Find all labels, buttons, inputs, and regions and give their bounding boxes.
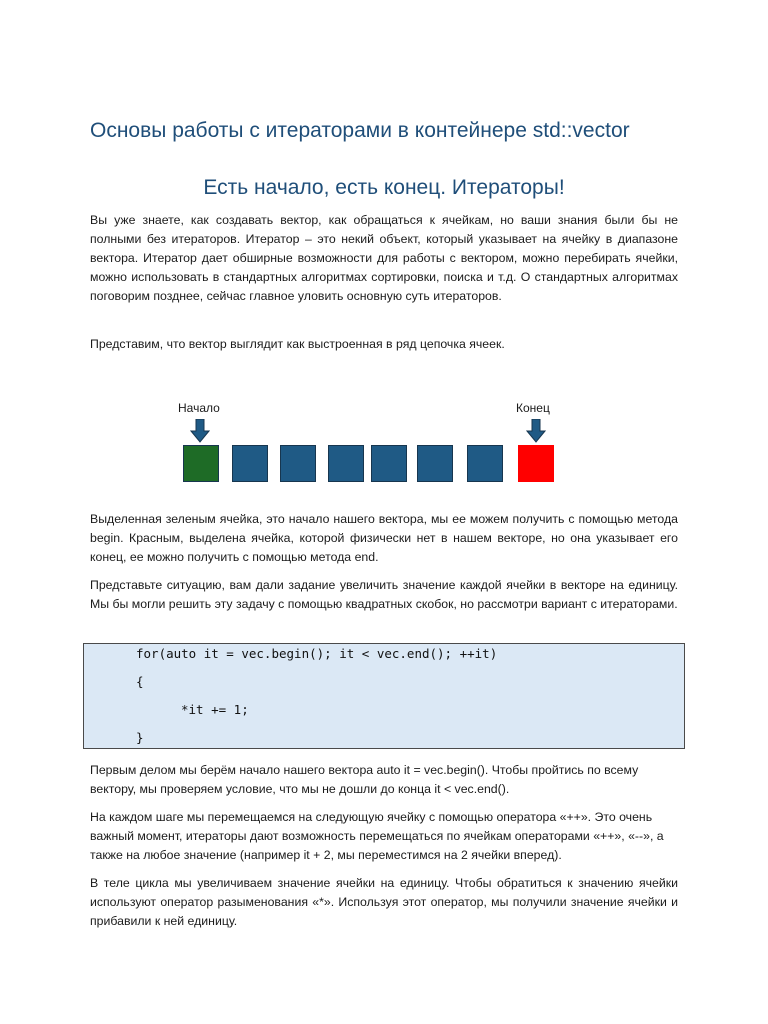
vector-cell bbox=[371, 445, 407, 482]
paragraph-begin-explanation: Первым делом мы берём начало нашего вектора auto it = vec.begin(). Чтобы пройтись по всему вектору, мы проверяем условие, что мы не дошли до конца it < vec.end(). bbox=[90, 763, 639, 796]
paragraph-dereference: В теле цикла мы увеличиваем значение ячейки на единицу. Чтобы обратиться к значению ячейки используют оператор разыменования «*». Используя этот оператор, мы получили значение ячейки и прибавили к ней единицу. bbox=[90, 876, 678, 928]
vector-cell-end bbox=[518, 445, 554, 482]
begin-label: Начало bbox=[178, 401, 220, 415]
paragraph-increment-explanation: На каждом шаге мы перемещаемся на следующую ячейку с помощью оператора «++». Это очень важный момент, итераторы дают возможность перемещаться по ячейкам операторами «++», «--», а также на любое значение (например it + 2, мы переместимся на 2 ячейки вперед). bbox=[90, 810, 664, 862]
section-heading: Есть начало, есть конец. Итераторы! bbox=[203, 176, 565, 199]
vector-cell bbox=[280, 445, 316, 482]
end-arrow-icon bbox=[526, 419, 546, 443]
vector-cell bbox=[328, 445, 364, 482]
code-line: *it += 1; bbox=[181, 702, 249, 717]
code-line: } bbox=[136, 730, 144, 745]
paragraph-intro: Вы уже знаете, как создавать вектор, как обращаться к ячейкам, но ваши знания были бы не полными без итераторов. Итератор – это некий объект, который указывает на ячейку в диапазоне вектора. Итератор дает обширные возможности для работы с вектором, можно перебирать ячейки, можно использовать в стандартных алгоритмах сортировки, поиска и т.д. О стандартных алгоритмах поговорим позднее, сейчас главное уловить основную суть итераторов. bbox=[90, 213, 678, 303]
paragraph-begin-end: Выделенная зеленым ячейка, это начало нашего вектора, мы ее можем получить с помощью метода begin. Красным, выделена ячейка, которой физически нет в нашем векторе, но она указывает его конец, ее можно получить с помощью метода end. bbox=[90, 512, 678, 564]
vector-cell bbox=[232, 445, 268, 482]
vector-cell-begin bbox=[183, 445, 219, 482]
paragraph-task: Представьте ситуацию, вам дали задание увеличить значение каждой ячейки в векторе на единицу. Мы бы могли решить эту задачу с помощью квадратных скобок, но рассмотри вариант с итераторами. bbox=[90, 578, 678, 611]
vector-cell bbox=[417, 445, 453, 482]
document-title: Основы работы с итераторами в контейнере std::vector bbox=[90, 119, 630, 142]
begin-arrow-icon bbox=[190, 419, 210, 443]
code-line: for(auto it = vec.begin(); it < vec.end(); ++it) bbox=[136, 646, 498, 661]
paragraph-vector-chain: Представим, что вектор выглядит как выстроенная в ряд цепочка ячеек. bbox=[90, 337, 505, 351]
end-label: Конец bbox=[516, 401, 550, 415]
vector-diagram bbox=[90, 395, 678, 495]
code-block bbox=[83, 643, 685, 749]
vector-cell bbox=[467, 445, 503, 482]
code-line: { bbox=[136, 674, 144, 689]
